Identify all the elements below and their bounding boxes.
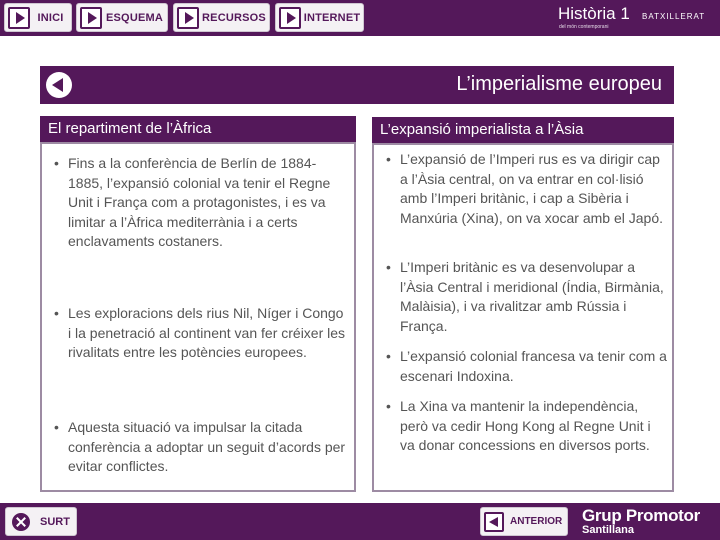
left-column-box: [40, 142, 356, 492]
nav-button-label: INTERNET: [303, 11, 361, 24]
list-item-text: L’expansió de l’Imperi rus es va dirigir cap a l’Àsia central, on va entrar en col·lisió amb l’Imperi britànic, i cap a Sibèria i Manxúria (Xina), on va xocar amb el Japó.: [400, 151, 664, 226]
publisher-logo-sub: Santillana: [582, 524, 634, 536]
bullet-icon: •: [386, 151, 391, 167]
nav-button-label: RECURSOS: [202, 11, 266, 24]
list-item: [54, 418, 348, 477]
list-item: [54, 304, 348, 363]
exit-button[interactable]: [5, 507, 77, 536]
book-tagline: del món contemporani: [559, 24, 609, 30]
bullet-icon: •: [54, 305, 59, 321]
right-column-title: L’expansió imperialista a l’Àsia: [372, 117, 674, 143]
nav-button-recursos[interactable]: [173, 3, 270, 32]
list-item-text: L’expansió colonial francesa va tenir com a escenari Indoxina.: [400, 348, 667, 384]
play-icon: [177, 7, 199, 29]
exit-button-label: SURT: [40, 515, 70, 528]
nav-button-label: INICI: [37, 11, 64, 24]
list-item-text: Fins a la conferència de Berlín de 1884-1885, l’expansió colonial va tenir el Regne Unit i França com a protagonistes, i es va limitar a l’Àfrica mediterrània i a certs enclavaments costaners.: [68, 155, 331, 249]
list-item: [386, 150, 668, 228]
list-item-text: L’Imperi britànic es va desenvolupar a l’Àsia Central i meridional (Índia, Birmània, Malàisia), i va rivalitzar amb Rússia i França.: [400, 259, 664, 334]
left-column-title: El repartiment de l’Àfrica: [40, 116, 356, 142]
nav-button-esquema[interactable]: [76, 3, 168, 32]
play-icon: [279, 7, 301, 29]
nav-button-internet[interactable]: [275, 3, 364, 32]
bullet-icon: •: [386, 348, 391, 364]
previous-button-label: ANTERIOR: [510, 516, 563, 527]
bullet-icon: •: [54, 155, 59, 171]
close-icon: [12, 513, 30, 531]
page-title: L’imperialisme europeu: [456, 73, 662, 95]
section-header: [40, 66, 674, 104]
book-subtitle: BATXILLERAT: [642, 12, 706, 21]
list-item-text: Les exploracions dels rius Nil, Níger i Congo i la penetració al continent van fer créixer les rivalitats entre les potències europees.: [68, 305, 346, 360]
book-title: Història 1: [558, 4, 630, 23]
list-item-text: Aquesta situació va impulsar la citada conferència a adoptar un seguit d’acords per evitar conflictes.: [68, 419, 346, 474]
bullet-icon: •: [54, 419, 59, 435]
list-item: [386, 258, 668, 336]
list-item-text: La Xina va mantenir la independència, però va cedir Hong Kong al Regne Unit i va donar concessions en diversos ports.: [400, 398, 651, 453]
list-item: [54, 154, 348, 252]
top-bar: [0, 0, 720, 36]
list-item: [386, 347, 668, 386]
play-icon: [8, 7, 30, 29]
previous-button[interactable]: [480, 507, 568, 536]
back-arrow-icon[interactable]: [46, 72, 72, 98]
nav-button-label: ESQUEMA: [105, 11, 164, 24]
list-item: [386, 397, 668, 456]
nav-button-inici[interactable]: [4, 3, 72, 32]
play-icon: [80, 7, 102, 29]
bullet-icon: •: [386, 259, 391, 275]
back-arrow-icon: [484, 512, 504, 532]
right-column-box: [372, 143, 674, 492]
publisher-logo: Grup Promotor: [582, 506, 700, 525]
bullet-icon: •: [386, 398, 391, 414]
bottom-bar: [0, 503, 720, 540]
